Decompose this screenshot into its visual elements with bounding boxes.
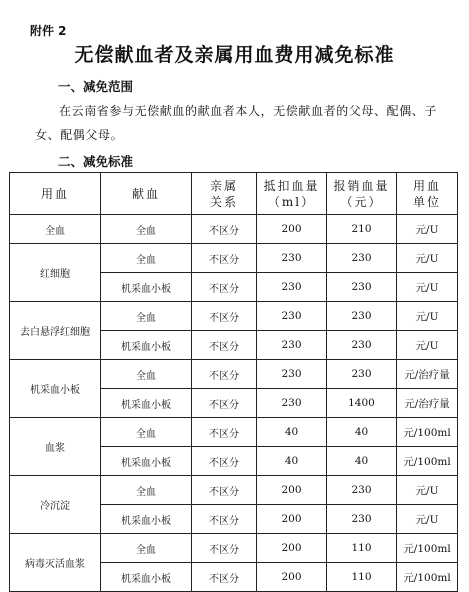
header-line: 用血 — [412, 178, 441, 193]
reimburse-amount-cell: 40 — [327, 418, 397, 447]
relation-cell: 不区分 — [192, 302, 257, 331]
donation-type-cell: 全血 — [101, 302, 192, 331]
header-relation — [192, 173, 257, 215]
unit-cell: 元/U — [397, 505, 458, 534]
donation-type-cell: 全血 — [101, 360, 192, 389]
unit-cell: 元/治疗量 — [397, 389, 458, 418]
donation-type-cell: 机采血小板 — [101, 505, 192, 534]
header-line: 单位 — [412, 194, 441, 209]
relation-cell: 不区分 — [192, 331, 257, 360]
deduct-volume-cell: 230 — [257, 244, 327, 273]
table-row — [10, 215, 458, 244]
unit-cell: 元/100ml — [397, 534, 458, 563]
relation-cell: 不区分 — [192, 215, 257, 244]
header-donation — [101, 173, 192, 215]
reduction-standard-table — [9, 172, 458, 592]
deduct-volume-cell: 230 — [257, 273, 327, 302]
donation-type-cell: 全血 — [101, 476, 192, 505]
header-line: 亲属 — [209, 178, 238, 193]
unit-cell: 元/100ml — [397, 447, 458, 476]
reimburse-amount-cell: 40 — [327, 447, 397, 476]
reimburse-amount-cell: 230 — [327, 244, 397, 273]
blood-product-cell: 全血 — [10, 215, 101, 244]
unit-cell: 元/U — [397, 302, 458, 331]
relation-cell: 不区分 — [192, 244, 257, 273]
blood-product-cell: 病毒灭活血浆 — [10, 534, 101, 592]
deduct-volume-cell: 230 — [257, 302, 327, 331]
document-title: 无偿献血者及亲属用血费用减免标准 — [74, 44, 395, 66]
unit-cell: 元/U — [397, 215, 458, 244]
table-row — [10, 244, 458, 273]
table-row — [10, 360, 458, 389]
donation-type-cell: 全血 — [101, 215, 192, 244]
donation-type-cell: 机采血小板 — [101, 389, 192, 418]
reimburse-amount-cell: 230 — [327, 273, 397, 302]
unit-cell: 元/U — [397, 244, 458, 273]
donation-type-cell: 全血 — [101, 244, 192, 273]
header-line: （元） — [340, 194, 383, 209]
section-heading-standard: 二、减免标准 — [58, 154, 134, 169]
header-line: （ml） — [267, 194, 316, 209]
unit-cell: 元/U — [397, 273, 458, 302]
deduct-volume-cell: 230 — [257, 389, 327, 418]
reimburse-amount-cell: 230 — [327, 302, 397, 331]
donation-type-cell: 全血 — [101, 418, 192, 447]
reimburse-amount-cell: 230 — [327, 331, 397, 360]
deduct-volume-cell: 40 — [257, 447, 327, 476]
blood-product-cell: 红细胞 — [10, 244, 101, 302]
reimburse-amount-cell: 230 — [327, 505, 397, 534]
reimburse-amount-cell: 110 — [327, 534, 397, 563]
donation-type-cell: 机采血小板 — [101, 331, 192, 360]
header-line: 抵扣血量 — [263, 178, 320, 193]
header-deduct-volume — [257, 173, 327, 215]
header-reimburse-amount — [327, 173, 397, 215]
deduct-volume-cell: 200 — [257, 215, 327, 244]
relation-cell: 不区分 — [192, 447, 257, 476]
relation-cell: 不区分 — [192, 273, 257, 302]
table-row — [10, 302, 458, 331]
table-header-row — [10, 173, 458, 215]
section-heading-scope: 一、减免范围 — [58, 79, 134, 94]
deduct-volume-cell: 200 — [257, 534, 327, 563]
table-row — [10, 418, 458, 447]
unit-cell: 元/100ml — [397, 563, 458, 592]
reimburse-amount-cell: 210 — [327, 215, 397, 244]
donation-type-cell: 机采血小板 — [101, 273, 192, 302]
header-blood-use — [10, 173, 101, 215]
blood-product-cell: 血浆 — [10, 418, 101, 476]
relation-cell: 不区分 — [192, 360, 257, 389]
reimburse-amount-cell: 230 — [327, 476, 397, 505]
header-line: 献血 — [131, 186, 160, 201]
unit-cell: 元/治疗量 — [397, 360, 458, 389]
deduct-volume-cell: 200 — [257, 563, 327, 592]
reimburse-amount-cell: 230 — [327, 360, 397, 389]
table-row — [10, 534, 458, 563]
relation-cell: 不区分 — [192, 389, 257, 418]
header-line: 报销血量 — [333, 178, 390, 193]
blood-product-cell: 去白悬浮红细胞 — [10, 302, 101, 360]
attachment-label: 附件 2 — [30, 24, 67, 38]
scope-paragraph: 在云南省参与无偿献血的献血者本人，无偿献血者的父母、配偶、子女、配偶父母。 — [35, 104, 438, 142]
donation-type-cell: 全血 — [101, 534, 192, 563]
deduct-volume-cell: 200 — [257, 476, 327, 505]
table-row — [10, 476, 458, 505]
relation-cell: 不区分 — [192, 505, 257, 534]
deduct-volume-cell: 40 — [257, 418, 327, 447]
deduct-volume-cell: 230 — [257, 360, 327, 389]
table-body — [10, 215, 458, 592]
donation-type-cell: 机采血小板 — [101, 563, 192, 592]
relation-cell: 不区分 — [192, 563, 257, 592]
relation-cell: 不区分 — [192, 476, 257, 505]
deduct-volume-cell: 230 — [257, 331, 327, 360]
blood-product-cell: 机采血小板 — [10, 360, 101, 418]
blood-product-cell: 冷沉淀 — [10, 476, 101, 534]
deduct-volume-cell: 200 — [257, 505, 327, 534]
header-line: 用血 — [40, 186, 69, 201]
header-line: 关系 — [209, 194, 238, 209]
reimburse-amount-cell: 110 — [327, 563, 397, 592]
donation-type-cell: 机采血小板 — [101, 447, 192, 476]
reimburse-amount-cell: 1400 — [327, 389, 397, 418]
header-unit — [397, 173, 458, 215]
unit-cell: 元/U — [397, 331, 458, 360]
unit-cell: 元/100ml — [397, 418, 458, 447]
unit-cell: 元/U — [397, 476, 458, 505]
relation-cell: 不区分 — [192, 534, 257, 563]
relation-cell: 不区分 — [192, 418, 257, 447]
